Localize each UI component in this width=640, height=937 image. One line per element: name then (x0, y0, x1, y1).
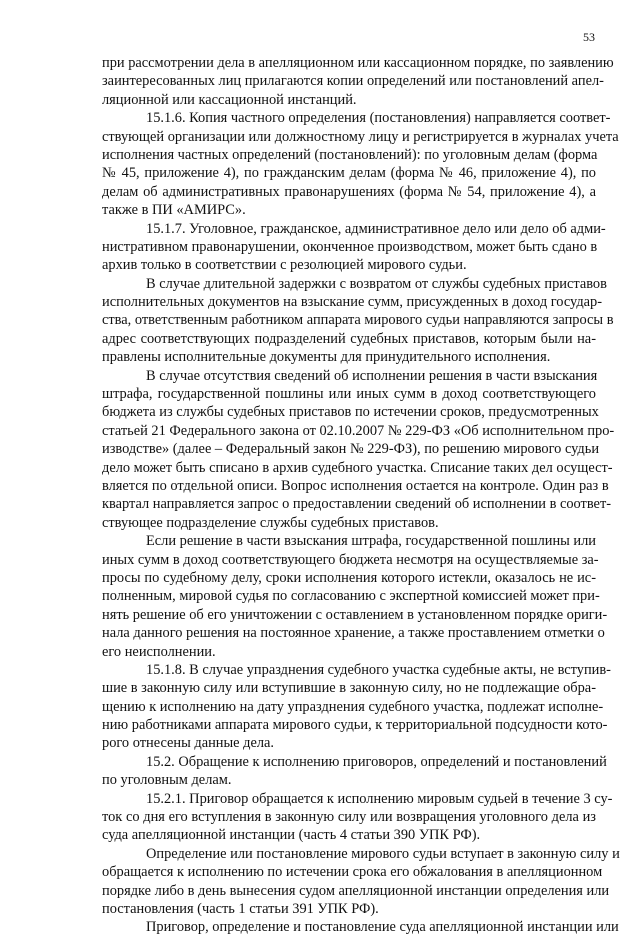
text-line: 15.1.7. Уголовное, гражданское, административное дело или дело об адми- (146, 220, 606, 237)
text-line: 15.2. Обращение к исполнению приговоров, определений и постановлений (146, 753, 607, 770)
text-line: Приговор, определение и постановление суда апелляционной инстанции или (146, 919, 619, 936)
text-line: по уголовным делам. (102, 772, 232, 789)
text-line: дело может быть списано в архив судебного участка. Списание таких дел осущест- (102, 459, 613, 476)
text-line: бюджета из службы судебных приставов по истечении сроков, предусмотренных (102, 404, 599, 421)
text-line: нию работниками аппарата мирового судьи, к территориальной подсудности кото- (102, 717, 608, 734)
text-line: также в ПИ «АМИРС». (102, 202, 246, 219)
text-line: ляционной или кассационной инстанций. (102, 91, 357, 108)
text-line: 15.1.6. Копия частного определения (постановления) направляется соответ- (146, 110, 611, 127)
page-number: 53 (583, 30, 595, 44)
text-line: В случае отсутствия сведений об исполнении решения в части взыскания (146, 367, 598, 384)
text-line: Определение или постановление мирового судьи вступает в законную силу и (146, 845, 620, 862)
text-line: В случае длительной задержки с возвратом от службы судебных приставов (146, 275, 607, 292)
text-line: иных сумм в доход соответствующего бюджета несмотря на осуществляемые за- (102, 551, 599, 568)
text-line: правлены исполнительные документы для принудительного исполнения. (102, 349, 551, 366)
text-line: нала данного решения на постоянное хранение, а также проставлением отметки о (102, 625, 605, 642)
text-line: 15.2.1. Приговор обращается к исполнению мировым судьей в течение 3 су- (146, 790, 613, 807)
text-line: просы по судебному делу, сроки исполнения которого истекли, оказалось не ис- (102, 569, 596, 586)
text-line: делам об административных правонарушениях (форма № 54, приложение 4), а (102, 183, 596, 200)
text-line: исполнения частных определений (постановлений): по уголовным делам (форма (102, 146, 598, 163)
text-line: изводстве» (далее – Федеральный закон № 229-ФЗ), по решению мирового судьи (102, 441, 600, 458)
text-line: статьей 21 Федерального закона от 02.10.2007 № 229-ФЗ «Об исполнительном про- (102, 422, 615, 439)
text-line: нистративном правонарушении, оконченное производством, может быть сдано в (102, 238, 598, 255)
text-line: № 45, приложение 4), по гражданским делам (форма № 46, приложение 4), по (102, 165, 596, 182)
text-line: обращается к исполнению по истечении срока его обжалования в апелляционном (102, 864, 603, 881)
text-line: его неисполнении. (102, 643, 216, 660)
text-line: Если решение в части взыскания штрафа, государственной пошлины или (146, 533, 597, 550)
text-line: адрес соответствующих подразделений судебных приставов, которым были на- (102, 330, 596, 347)
text-line: ства, ответственным работником аппарата мирового судьи направляются запросы в (102, 312, 614, 329)
text-line: нять решение об его уничтожении с оставлением в установленном порядке ориги- (102, 606, 608, 623)
text-line: порядке либо в день вынесения судом апелляционной инстанции определения или (102, 882, 610, 899)
text-line: штрафа, государственной пошлины или иных сумм в доход соответствующего (102, 386, 596, 403)
text-line: щению к исполнению на дату упразднения судебного участка, подлежат исполне- (102, 698, 604, 715)
text-line: 15.1.8. В случае упразднения судебного участка судебные акты, не вступив- (146, 661, 611, 678)
text-line: архив только в соответствии с резолюцией мирового судьи. (102, 257, 467, 274)
text-line: исполнительных документов на взыскание сумм, присужденных в доход государ- (102, 294, 603, 311)
text-line: ствующее подразделение службы судебных приставов. (102, 514, 439, 531)
text-line: шие в законную силу или вступившие в законную силу, но не подлежащие обра- (102, 680, 596, 697)
text-line: рого отнесены данные дела. (102, 735, 275, 752)
text-line: ствующей организации или должностному лицу и регистрируется в журналах учета (102, 128, 619, 145)
text-line: вляется по отдельной описи. Вопрос исполнения остается на контроле. Один раз в (102, 477, 609, 494)
document-body (102, 54, 620, 937)
text-line: полненным, мировой судья по согласованию с экспертной комиссией может при- (102, 588, 600, 605)
text-line: заинтересованных лиц прилагаются копии определений или постановлений апел- (102, 73, 604, 90)
text-line: суда апелляционной инстанции (часть 4 статьи 390 УПК РФ). (102, 827, 481, 844)
text-line: постановления (часть 1 статьи 391 УПК РФ). (102, 900, 379, 917)
text-line: при рассмотрении дела в апелляционном или кассационном порядке, по заявлению (102, 55, 614, 71)
text-line: квартал направляется запрос о предоставлении сведений об исполнении в соответ- (102, 496, 612, 513)
text-line: ток со дня его вступления в законную силу или возвращения уголовного дела из (102, 809, 596, 826)
